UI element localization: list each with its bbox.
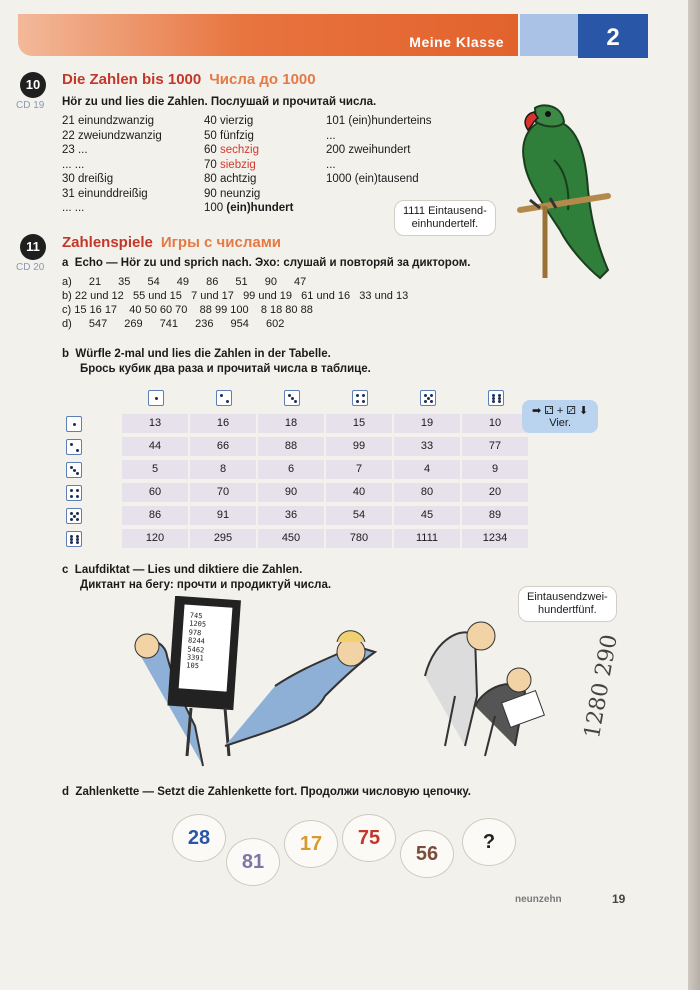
header-banner xyxy=(18,14,518,56)
table-cell: 60 xyxy=(122,483,188,502)
table-cell: 295 xyxy=(190,529,256,548)
table-cell: 7 xyxy=(326,460,392,479)
table-cell: 16 xyxy=(190,414,256,433)
table-cell: 90 xyxy=(258,483,324,502)
chain-question: ? xyxy=(462,818,516,866)
number-line: 1000 (ein)tausend xyxy=(326,173,419,185)
die-3-icon xyxy=(66,462,82,478)
task-c-instruction-de: c Laufdiktat — Lies und diktiere die Zahlen. xyxy=(62,564,303,576)
task-a-line-a: a) 21 35 54 49 86 51 90 47 xyxy=(62,276,307,288)
table-cell: 13 xyxy=(122,414,188,433)
chain-number: 28 xyxy=(172,814,226,862)
page-number: 19 xyxy=(612,892,626,906)
number-line: ... ... xyxy=(62,202,85,214)
number-line: 40 vierzig xyxy=(204,115,254,127)
die-3-icon xyxy=(284,390,300,406)
table-cell: 9 xyxy=(462,460,528,479)
number-line: 200 zweihundert xyxy=(326,144,411,156)
die-5-icon xyxy=(66,508,82,524)
table-cell: 18 xyxy=(258,414,324,433)
die-2-icon xyxy=(216,390,232,406)
cd-20-label: CD 20 xyxy=(16,262,45,273)
table-cell: 36 xyxy=(258,506,324,525)
table-cell: 70 xyxy=(190,483,256,502)
die-5-icon xyxy=(420,390,436,406)
number-line: 23 ... xyxy=(62,144,88,156)
exercise-10-title xyxy=(62,71,316,88)
number-line: 21 einundzwanzig xyxy=(62,115,155,127)
number-line: 50 fünfzig xyxy=(204,129,254,142)
task-d-instruction: d Zahlenkette — Setzt die Zahlenkette fort. Продолжи числовую цепочку. xyxy=(62,786,471,798)
table-cell: 5 xyxy=(122,460,188,479)
table-cell: 54 xyxy=(326,506,392,525)
number-line: ... ... xyxy=(62,158,85,171)
table-cell: 4 xyxy=(394,460,460,479)
number-line: 60 sechzig xyxy=(204,144,259,156)
number-line: 80 achtzig xyxy=(204,173,257,185)
header-title: Meine Klasse xyxy=(409,34,504,50)
table-cell: 86 xyxy=(122,506,188,525)
numbers-column-1 xyxy=(62,114,162,216)
exercise-10-badge: 10 xyxy=(20,72,46,98)
die-6-icon xyxy=(488,390,504,406)
page-edge xyxy=(688,0,700,990)
table-cell: 20 xyxy=(462,483,528,502)
exercise-10-instruction: Hör zu und lies die Zahlen. Послушай и прочитай числа. xyxy=(62,96,377,108)
task-a-line-c: c) 15 16 17 40 50 60 70 88 99 100 8 18 80 88 xyxy=(62,304,313,316)
task-b-instruction-ru: Брось кубик два раза и прочитай числа в таблице. xyxy=(80,363,371,375)
number-line: 30 dreißig xyxy=(62,173,114,185)
speech-bubble-1205: Eintausendzwei- hundertfünf. xyxy=(518,586,617,622)
task-a-line-b: b) 22 und 12 55 und 15 7 und 17 99 und 19 61 und 16 33 und 13 xyxy=(62,290,409,302)
parrot-illustration xyxy=(490,100,620,280)
table-cell: 8 xyxy=(190,460,256,479)
page-number-word: neunzehn xyxy=(515,894,562,905)
task-c-instruction-ru: Диктант на бегу: прочти и продиктуй числа. xyxy=(80,579,332,591)
table-cell: 15 xyxy=(326,414,392,433)
table-cell: 120 xyxy=(122,529,188,548)
task-b-instruction-de: b Würfle 2-mal und lies die Zahlen in der Tabelle. xyxy=(62,348,331,360)
die-1-icon xyxy=(66,416,82,432)
table-cell: 44 xyxy=(122,437,188,456)
chain-number: 81 xyxy=(226,838,280,886)
table-cell: 780 xyxy=(326,529,392,548)
chain-number: 75 xyxy=(342,814,396,862)
table-cell: 1111 xyxy=(394,529,460,548)
number-line: 22 zweiundzwanzig xyxy=(62,129,162,142)
table-cell: 40 xyxy=(326,483,392,502)
cd-19-label: CD 19 xyxy=(16,100,45,111)
exercise-11-badge: 11 xyxy=(20,234,46,260)
table-cell: 66 xyxy=(190,437,256,456)
number-line: 90 neunzig xyxy=(204,187,261,200)
numbers-column-3 xyxy=(326,114,432,187)
task-a-instruction: a Echo — Hör zu und sprich nach. Эхо: слушай и повторяй за диктором. xyxy=(62,257,471,269)
task-a-line-d: d) 547 269 741 236 954 602 xyxy=(62,318,285,330)
table-cell: 88 xyxy=(258,437,324,456)
dice-arrows-icon: ➡ ⚁ + ⚂ ⬇ xyxy=(532,405,589,417)
chapter-strip xyxy=(520,14,578,56)
die-1-icon xyxy=(148,390,164,406)
table-cell: 450 xyxy=(258,529,324,548)
table-cell: 1234 xyxy=(462,529,528,548)
table-cell: 6 xyxy=(258,460,324,479)
number-line: 101 (ein)hunderteins xyxy=(326,115,432,127)
number-line: 31 einunddreißig xyxy=(62,187,148,200)
die-2-icon xyxy=(66,439,82,455)
title-russian: Числа до 1000 xyxy=(209,71,316,88)
table-cell: 99 xyxy=(326,437,392,456)
title-german: Die Zahlen bis 1000 xyxy=(62,71,202,88)
table-cell: 89 xyxy=(462,506,528,525)
table-cell: 91 xyxy=(190,506,256,525)
number-line: ... xyxy=(326,158,336,171)
table-cell: 33 xyxy=(394,437,460,456)
exercise-11-title: Zahlenspiele Игры с числами xyxy=(62,234,282,251)
number-line: 70 siebzig xyxy=(204,158,256,171)
dice-hint-bubble: ➡ ⚁ + ⚂ ⬇ Vier. xyxy=(522,400,598,433)
table-cell: 77 xyxy=(462,437,528,456)
chain-number: 56 xyxy=(400,830,454,878)
die-4-icon xyxy=(66,485,82,501)
die-6-icon xyxy=(66,531,82,547)
chapter-number: 2 xyxy=(578,14,648,58)
number-line: 100 (ein)hundert xyxy=(204,202,294,214)
speech-bubble-1111: 1111 Eintausend- einhundertelf. xyxy=(394,200,496,236)
numbers-column-2 xyxy=(204,114,293,216)
table-cell: 80 xyxy=(394,483,460,502)
die-4-icon xyxy=(352,390,368,406)
table-cell: 45 xyxy=(394,506,460,525)
board-numbers: 745 1205 978 8244 5462 3391 105 xyxy=(185,611,207,671)
handwritten-note: 1280 290 xyxy=(580,632,623,741)
table-cell: 19 xyxy=(394,414,460,433)
number-line: ... xyxy=(326,129,336,142)
chain-number: 17 xyxy=(284,820,338,868)
table-cell: 10 xyxy=(462,414,528,433)
